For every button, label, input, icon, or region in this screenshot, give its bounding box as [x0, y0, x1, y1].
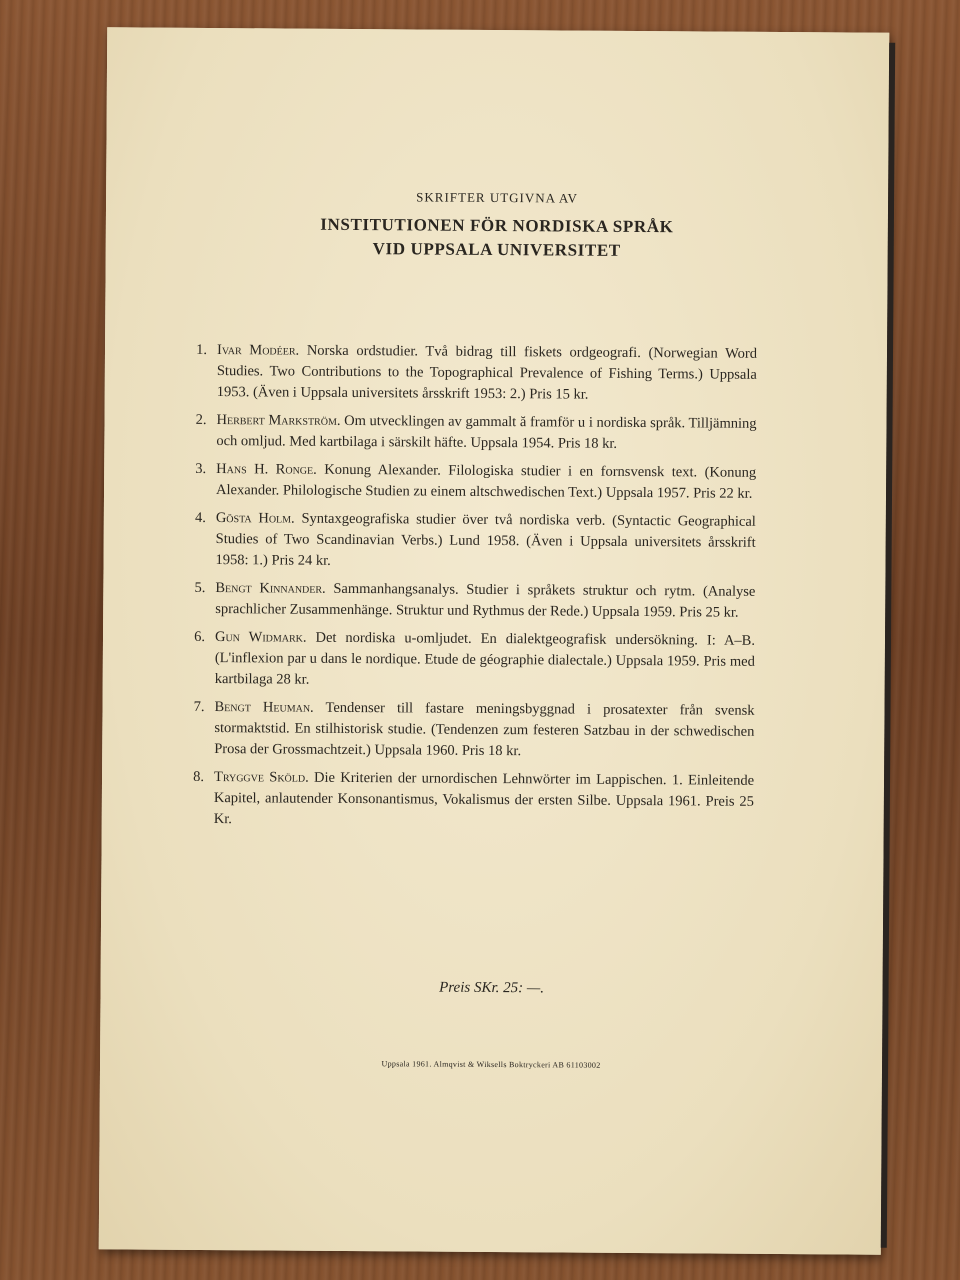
item-text	[215, 508, 755, 575]
item-author: Tryggve Sköld	[213, 769, 306, 786]
item-author: Hans H. Ronge	[216, 461, 314, 478]
item-number: 6.	[194, 628, 206, 645]
list-item	[194, 578, 756, 624]
item-description: . Sammanhangsanalys. Studier i språkets struktur och rytm. (Analyse sprachlicher Zusammenhänge. Struktur und Rythmus der Rede.) Uppsala 1959. Pris 25 kr.	[215, 580, 756, 621]
item-number: 4.	[194, 509, 206, 526]
price-line: Preis SKr. 25: —.	[439, 979, 545, 997]
item-text	[216, 459, 756, 505]
list-item	[194, 627, 756, 694]
item-description: . Norska ordstudier. Två bidrag till fiskets ordgeografi. (Norwegian Word Studies. Two Contributions to the Topographical Prevalence of Fishing Terms.) Uppsala 1953. (Även i Uppsala universitets årsskrift 1953: 2.) Pris 15 kr.	[216, 342, 758, 403]
list-item	[193, 767, 755, 834]
list-item	[195, 459, 757, 505]
item-author: Gösta Holm	[215, 510, 292, 527]
item-number: 1.	[196, 341, 208, 358]
series-header	[106, 187, 888, 264]
item-text	[215, 578, 755, 624]
list-item	[193, 697, 755, 764]
header-line-2: INSTITUTIONEN FÖR NORDISKA SPRÅK	[320, 214, 674, 237]
publication-list	[193, 340, 758, 841]
item-text	[216, 410, 756, 456]
list-item	[195, 410, 757, 456]
item-author: Ivar Modéer	[216, 342, 296, 359]
item-description: . Det nordiska u-omljudet. En dialektgeografisk undersökning. I: A–B. (L'inflexion par u dans le nordique. Etude de géographie dialectale.) Uppsala 1959. Pris med kartbilaga 28 kr.	[214, 629, 756, 688]
item-text	[215, 627, 755, 694]
item-description: . Syntaxgeografiska studier över två nordiska verb. (Syntactic Geographical Studies of Two Scandinavian Verbs.) Lund 1958. (Även i Uppsala universitets årsskrift 1958: 1.) Pris 24 kr.	[215, 510, 756, 569]
header-line-3: VID UPPSALA UNIVERSITET	[372, 239, 621, 260]
item-number: 3.	[195, 460, 207, 477]
item-description: . Om utvecklingen av gammalt ă framför u i nordiska språk. Tilljämning och omljud. Med kartbilaga i särskilt häfte. Uppsala 1954. Pris 18 kr.	[216, 412, 757, 452]
item-number: 7.	[193, 698, 205, 715]
item-author: Herbert Markström	[216, 412, 337, 429]
item-description: . Konung Alexander. Filologiska studier i en fornsvensk text. (Konung Alexander. Philologische Studien zu einem altschwedischen Text.) Uppsala 1957. Pris 22 kr.	[215, 461, 757, 502]
item-text	[214, 697, 754, 764]
list-item	[194, 508, 756, 575]
item-description: . Die Kriterien der urnordischen Lehnwörter im Lappischen. 1. Einleitende Kapitel, anlautender Konsonantismus, Vokalismus der ersten Silbe. Uppsala 1961. Preis 25 Kr.	[213, 769, 755, 828]
item-description: . Tendenser till fastare meningsbyggnad i prosatexter från svensk stormaktstid. En stilhistorisk studie. (Tendenzen zum festeren Satzbau in der schwedischen Prosa der Grossmachtzeit.) Uppsala 1960. Pris 18 kr.	[214, 699, 755, 760]
item-number: 2.	[195, 411, 207, 428]
header-line-1: SKRIFTER UTGIVNA AV	[416, 189, 579, 206]
list-item	[196, 340, 758, 407]
item-number: 5.	[194, 579, 206, 596]
item-author: Bengt Kinnander	[215, 580, 323, 597]
item-number: 8.	[193, 768, 205, 785]
printer-imprint: Uppsala 1961. Almqvist & Wiksells Boktryckeri AB 61103002	[381, 1059, 601, 1070]
item-author: Bengt Heuman	[214, 699, 311, 716]
item-author: Gun Widmark	[214, 629, 303, 646]
item-text	[214, 767, 754, 834]
item-text	[217, 340, 757, 407]
book-back-cover	[99, 27, 890, 1254]
